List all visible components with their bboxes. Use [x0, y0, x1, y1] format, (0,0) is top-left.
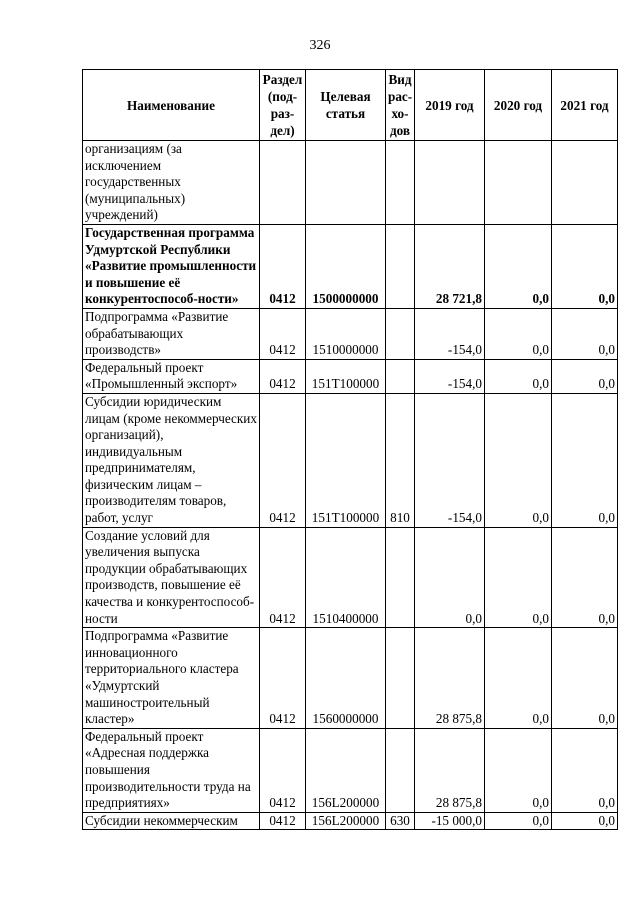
- cell-expense: [386, 527, 415, 628]
- cell-expense: [386, 308, 415, 359]
- page-number: 326: [309, 38, 331, 53]
- cell-target: 151T100000: [306, 359, 386, 393]
- cell-name: Субсидии юридическим лицам (кроме некоммерческих организаций), индивидуальным предпринимателям, физическим лицам – производителям товаров, работ, услуг: [83, 393, 260, 527]
- cell-section: 0412: [260, 224, 306, 308]
- cell-name: организациям (за исключением государственных (муниципальных) учреждений): [83, 141, 260, 225]
- cell-expense: [386, 141, 415, 225]
- cell-target: 1510400000: [306, 527, 386, 628]
- cell-name: Подпрограмма «Развитие обрабатывающих производств»: [83, 308, 260, 359]
- cell-2020: 0,0: [485, 728, 552, 812]
- cell-2021: 0,0: [552, 728, 618, 812]
- cell-2019: -154,0: [415, 393, 485, 527]
- header-section: Раздел (под-раз-дел): [260, 70, 306, 141]
- cell-2021: 0,0: [552, 812, 618, 830]
- cell-expense: [386, 628, 415, 729]
- header-2020: 2020 год: [485, 70, 552, 141]
- cell-2020: [485, 141, 552, 225]
- cell-section: 0412: [260, 359, 306, 393]
- cell-target: 1560000000: [306, 628, 386, 729]
- header-2019: 2019 год: [415, 70, 485, 141]
- cell-expense: [386, 728, 415, 812]
- cell-2020: 0,0: [485, 527, 552, 628]
- header-name: Наименование: [83, 70, 260, 141]
- header-target: Целевая статья: [306, 70, 386, 141]
- cell-section: 0412: [260, 628, 306, 729]
- cell-2020: 0,0: [485, 628, 552, 729]
- cell-target: 151T100000: [306, 393, 386, 527]
- table-row: [83, 527, 618, 628]
- cell-expense: 810: [386, 393, 415, 527]
- cell-2019: 28 875,8: [415, 728, 485, 812]
- cell-target: 156L200000: [306, 812, 386, 830]
- cell-2021: 0,0: [552, 393, 618, 527]
- cell-2021: 0,0: [552, 359, 618, 393]
- cell-section: 0412: [260, 527, 306, 628]
- budget-table: [82, 69, 618, 830]
- cell-2020: 0,0: [485, 812, 552, 830]
- cell-2019: -154,0: [415, 359, 485, 393]
- cell-section: 0412: [260, 308, 306, 359]
- table-row: [83, 308, 618, 359]
- table-row: [83, 359, 618, 393]
- cell-2020: 0,0: [485, 393, 552, 527]
- table-row: [83, 393, 618, 527]
- cell-2021: 0,0: [552, 224, 618, 308]
- cell-2020: 0,0: [485, 224, 552, 308]
- cell-2020: 0,0: [485, 308, 552, 359]
- cell-target: 1510000000: [306, 308, 386, 359]
- cell-2019: [415, 141, 485, 225]
- cell-2021: 0,0: [552, 308, 618, 359]
- cell-2019: -15 000,0: [415, 812, 485, 830]
- cell-2019: 28 721,8: [415, 224, 485, 308]
- cell-name: Субсидии некоммерческим: [83, 812, 260, 830]
- cell-target: 1500000000: [306, 224, 386, 308]
- cell-section: 0412: [260, 393, 306, 527]
- table-header-row: [83, 70, 618, 141]
- table-row: [83, 628, 618, 729]
- cell-target: [306, 141, 386, 225]
- cell-2021: 0,0: [552, 527, 618, 628]
- cell-name: Федеральный проект «Промышленный экспорт»: [83, 359, 260, 393]
- cell-2019: 28 875,8: [415, 628, 485, 729]
- cell-name: Создание условий для увеличения выпуска продукции обрабатывающих производств, повышение её качества и конкурентоспособ-ности: [83, 527, 260, 628]
- cell-2021: [552, 141, 618, 225]
- cell-section: 0412: [260, 728, 306, 812]
- cell-target: 156L200000: [306, 728, 386, 812]
- cell-section: 0412: [260, 812, 306, 830]
- cell-2019: 0,0: [415, 527, 485, 628]
- table-row: [83, 224, 618, 308]
- cell-2020: 0,0: [485, 359, 552, 393]
- cell-name: Федеральный проект «Адресная поддержка повышения производительности труда на предприятиях»: [83, 728, 260, 812]
- cell-name: Подпрограмма «Развитие инновационного территориального кластера «Удмуртский машиностроительный кластер»: [83, 628, 260, 729]
- cell-2021: 0,0: [552, 628, 618, 729]
- table-row: [83, 141, 618, 225]
- table-row: [83, 812, 618, 830]
- cell-2019: -154,0: [415, 308, 485, 359]
- cell-expense: [386, 359, 415, 393]
- cell-name: Государственная программа Удмуртской Республики «Развитие промышленности и повышение её конкурентоспособ-ности»: [83, 224, 260, 308]
- header-expense: Вид рас-хо-дов: [386, 70, 415, 141]
- cell-section: [260, 141, 306, 225]
- table-row: [83, 728, 618, 812]
- cell-expense: 630: [386, 812, 415, 830]
- header-2021: 2021 год: [552, 70, 618, 141]
- cell-expense: [386, 224, 415, 308]
